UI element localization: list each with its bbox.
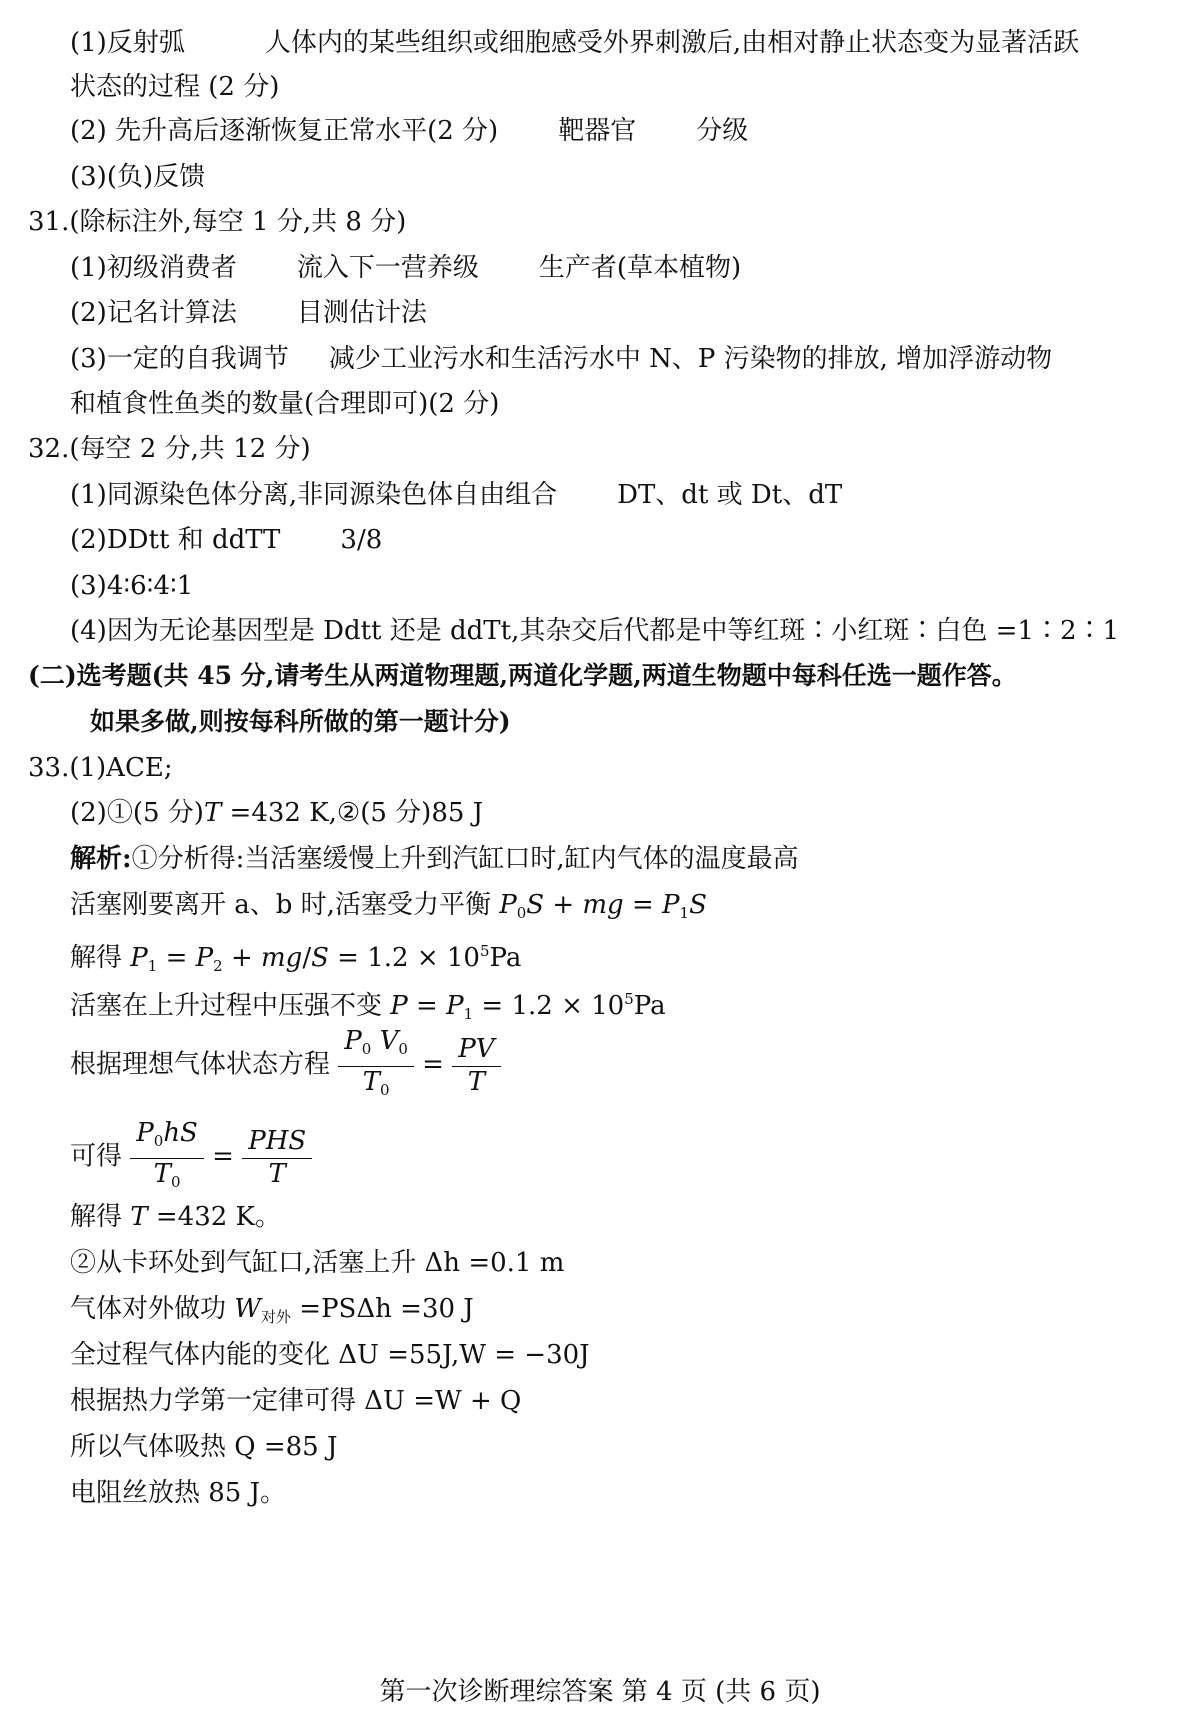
q30-part1-line [70, 26, 1079, 60]
q33-step2 [70, 934, 522, 975]
q31-part1-line [70, 251, 741, 285]
q33-step10: 根据热力学第一定律可得 ΔU =W + Q [70, 1386, 522, 1416]
q30-part2-line [70, 114, 748, 148]
q31-p3-b: 减少工业污水和生活污水中 N、P 污染物的排放, 增加浮游动物 [328, 344, 1053, 374]
q33-step6 [70, 1200, 281, 1234]
q32-part4-line: (4)因为无论基因型是 Ddtt 还是 ddTt,其杂交后代都是中等红斑∶小红斑∶白色 =1∶2∶1 [70, 616, 1120, 646]
q30-part3-line: (3)(负)反馈 [70, 162, 206, 192]
step2-formula: $P_1 = P_2 + mg/S = 1.2 \times 10^5Pa$ [130, 942, 522, 975]
q31-p1-c: 生产者(草本植物) [538, 253, 742, 283]
q33-p2-b: =432 K,②(5 分)85 J [221, 798, 484, 828]
q32-part1-line [70, 478, 842, 512]
q33-step4: 根据理想气体状态方程 $\frac{P_0 V_0}{T_0}$ = $\frac{PV}{T}$ [70, 1026, 501, 1098]
q33-step8: 气体对外做功 $W_{对外} =PS\Delta h =30$ J [70, 1294, 474, 1326]
q31-p2-b: 目测估计法 [296, 298, 427, 328]
q33-part1-line: 33.(1)ACE; [28, 753, 173, 783]
step8-rest: =PSΔh =30 J [291, 1294, 474, 1324]
q33-p2-T: T [203, 798, 222, 828]
step4-fraction-right: $\frac{PV}{T}$ [452, 1034, 500, 1097]
q33-analysis-line [70, 842, 799, 876]
step6-a: 解得 [70, 1202, 131, 1232]
step1-text: 活塞刚要离开 a、b 时,活塞受力平衡 [70, 890, 500, 920]
q30-p2-a: (2) 先升高后逐渐恢复正常水平(2 分) [70, 116, 499, 146]
q33-p2-a: (2)①(5 分) [70, 798, 204, 828]
step1-formula: $P_0S$ + mg = $P_1S$ [499, 890, 707, 922]
q31-p1-a: (1)初级消费者 [70, 253, 237, 283]
q32-part3-line: (3)4∶6∶4∶1 [70, 571, 194, 601]
step4-text: 根据理想气体状态方程 [70, 1049, 339, 1080]
page-footer: 第一次诊断理综答案 第 4 页 (共 6 页) [379, 1677, 821, 1707]
step2-text: 解得 [70, 943, 131, 973]
q30-p2-c: 分级 [696, 116, 749, 146]
section2-header-line1: (二)选考题(共 45 分,请考生从两道物理题,两道化学题,两道生物题中每科任选一题作答。 [28, 661, 1017, 690]
q31-p2-a: (2)记名计算法 [70, 298, 237, 328]
q30-part1-continuation: 状态的过程 (2 分) [70, 72, 280, 102]
q32-p1-b: DT、dt 或 Dt、dT [617, 480, 843, 510]
q33-step1 [70, 888, 707, 922]
q33-step9: 全过程气体内能的变化 ΔU =55J,W = −30J [70, 1340, 590, 1370]
q33-step5: 可得 $\frac{P_0hS}{T_0}$ = $\frac{\text{PHS}}{T}$ [70, 1118, 312, 1190]
q33-step11: 所以气体吸热 Q =85 J [70, 1432, 338, 1462]
q32-p2-b: 3/8 [340, 525, 383, 555]
q30-p1-label: (1)反射弧 [70, 28, 185, 58]
q33-step12: 电阻丝放热 85 J。 [70, 1478, 287, 1508]
q30-p1-text: 人体内的某些组织或细胞感受外界刺激后,由相对静止状态变为显著活跃 [264, 28, 1080, 58]
section2-header-line2: 如果多做,则按每科所做的第一题计分) [90, 707, 511, 736]
q32-header: 32.(每空 2 分,共 12 分) [28, 434, 311, 464]
q31-p1-b: 流入下一营养级 [296, 253, 479, 283]
q31-header: 31.(除标注外,每空 1 分,共 8 分) [28, 207, 407, 237]
q30-p2-b: 靶器官 [558, 116, 637, 146]
analysis-text: ①分析得:当活塞缓慢上升到汽缸口时,缸内气体的温度最高 [131, 844, 799, 874]
step3-formula: $P = P_1 = 1.2 \times 10^5Pa$ [390, 990, 666, 1023]
q33-part2-line [70, 796, 483, 830]
q31-part3-line [70, 342, 1052, 376]
q31-p3-a: (3)一定的自我调节 [70, 344, 289, 374]
q33-step3 [70, 982, 666, 1023]
step6-b: =432 K。 [147, 1202, 281, 1232]
q32-part2-line [70, 523, 382, 557]
step5-fraction-left: $\frac{P_0hS}{T_0}$ [130, 1118, 204, 1197]
step5-text: 可得 [70, 1141, 131, 1172]
step8-subscript: 对外 [261, 1308, 292, 1326]
step3-text: 活塞在上升过程中压强不变 [70, 991, 391, 1021]
q31-part2-line [70, 296, 427, 330]
step5-fraction-right: $\frac{\text{PHS}}{T}$ [242, 1126, 312, 1189]
q33-step7: ②从卡环处到气缸口,活塞上升 Δh =0.1 m [70, 1248, 565, 1278]
step4-fraction-left: $\frac{P_0 V_0}{T_0}$ [338, 1026, 414, 1105]
q31-part3-continuation: 和植食性鱼类的数量(合理即可)(2 分) [70, 389, 500, 419]
q32-p2-a: (2)DDtt 和 ddTT [70, 525, 281, 555]
analysis-label: 解析: [70, 844, 132, 874]
step8-text: 气体对外做功 [70, 1294, 235, 1324]
q32-p1-a: (1)同源染色体分离,非同源染色体自由组合 [70, 480, 558, 510]
step6-T: T [130, 1202, 148, 1232]
